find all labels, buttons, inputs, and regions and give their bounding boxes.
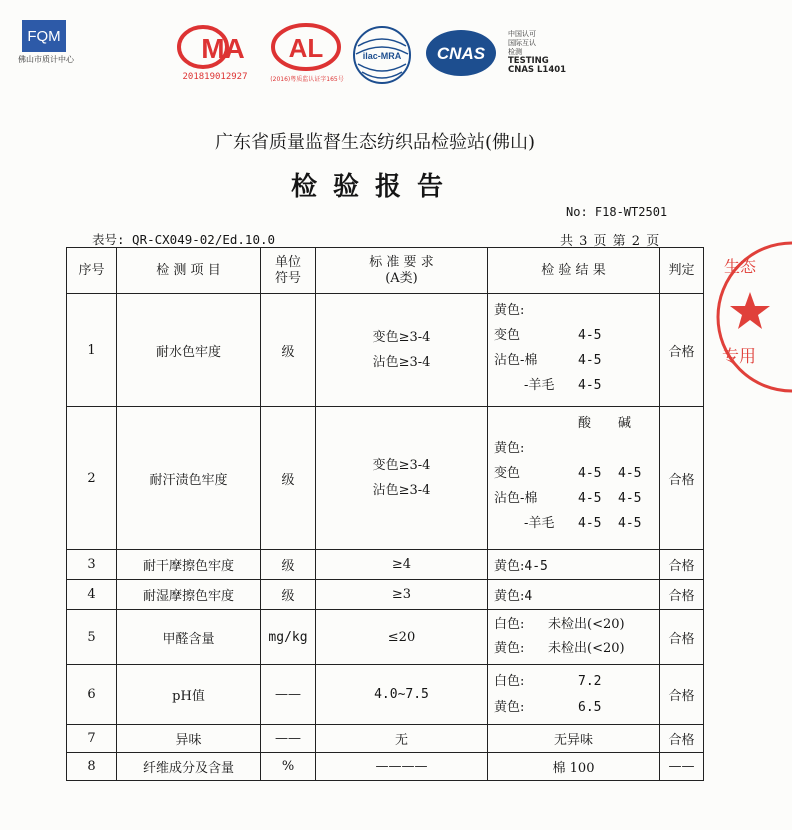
row-seq: 5 [67,610,117,665]
result-line [494,323,659,348]
row-seq: 8 [67,753,117,781]
row-standard: ———— [316,753,488,781]
row-standard: ≥3 [316,580,488,610]
row-result [488,550,660,580]
cnas-logo [424,28,498,78]
cnas-info-line: 国际互认 [508,39,536,47]
table-row [67,725,704,753]
result-value: 4-5 [524,559,548,574]
result-line [494,436,659,461]
result-line [494,348,659,373]
cal-number: (2016)粤质监认证字165号 [270,76,344,83]
result-value: 4-5 [618,491,642,506]
header-standard [316,248,488,294]
result-value: 7.2 [578,673,602,689]
result-value: 未检出(<20) [548,617,625,632]
header-unit-line: 单位 [274,254,301,270]
cal-logo-text: AL [288,33,324,63]
header-judge: 判定 [660,248,704,294]
result-line [494,695,659,721]
row-judge: —— [660,753,704,781]
header-unit-line: 符号 [274,270,301,286]
row-result [488,610,660,665]
cnas-info-line: TESTING [508,56,549,66]
table-header-row [67,248,704,294]
row-item: 耐干摩擦色牢度 [117,550,261,580]
row-judge: 合格 [660,580,704,610]
row-seq: 7 [67,725,117,753]
row-result [488,294,660,407]
cal-logo [268,22,344,72]
row-standard: 4.0~7.5 [316,665,488,725]
row-seq: 2 [67,407,117,550]
row-unit: —— [261,725,316,753]
header-standard-line: 标 准 要 求 [369,254,434,270]
official-stamp [712,232,792,402]
table-row [67,610,704,665]
std-line: 沾色≥3-4 [372,355,431,370]
report-title: 检验报告 [290,172,459,202]
cma-logo [173,22,257,72]
cma-number: 201819012927 [182,72,248,82]
row-seq: 1 [67,294,117,407]
row-item: 纤维成分及含量 [117,753,261,781]
std-line: 变色≥3-4 [372,458,431,473]
form-number: 表号: QR-CX049-02/Ed.10.0 [92,232,276,247]
cnas-logo-text: CNAS [436,44,486,63]
row-judge: 合格 [660,407,704,550]
ilac-logo-text: ilac-MRA [362,51,402,61]
table-row [67,665,704,725]
cma-logo-text: MA [201,33,245,64]
report-number: No: F18-WT2501 [566,205,668,219]
result-value: 4-5 [578,466,602,481]
row-item: pH值 [117,665,261,725]
row-item: 耐汗渍色牢度 [117,407,261,550]
row-unit: —— [261,665,316,725]
row-judge: 合格 [660,725,704,753]
row-item: 耐水色牢度 [117,294,261,407]
result-value: 4 [524,589,533,604]
table-row [67,580,704,610]
cnas-info-line: 检测 [508,48,522,56]
result-value: 4-5 [578,328,602,343]
row-unit: % [261,753,316,781]
row-judge: 合格 [660,550,704,580]
row-standard [316,294,488,407]
row-seq: 4 [67,580,117,610]
cnas-info [508,30,598,75]
header-standard-line: (A类) [385,270,418,286]
result-label: -羊毛 [524,516,555,531]
table-row [67,753,704,781]
result-label: 黄色: [494,441,525,456]
result-label: 黄色: [494,589,525,604]
ilac-mra-logo [350,24,414,86]
header-item: 检 测 项 目 [117,248,261,294]
result-label: 黄色: [494,303,525,318]
result-value: 4-5 [578,353,602,368]
result-label: 白色: [494,617,525,632]
stamp-text-bottom: 专用 [722,347,756,367]
row-item: 耐湿摩擦色牢度 [117,580,261,610]
result-label: 变色 [494,328,521,343]
table-row [67,550,704,580]
result-line [494,411,659,436]
result-col-alkali: 碱 [618,416,632,431]
result-value: 6.5 [578,699,602,715]
result-value: 4-5 [618,516,642,531]
row-unit: 级 [261,407,316,550]
result-line [494,613,659,637]
cnas-info-line: CNAS L1401 [508,65,567,75]
row-standard: ≤20 [316,610,488,665]
result-label: 沾色-棉 [494,491,538,506]
row-result [488,665,660,725]
result-label: 变色 [494,466,521,481]
result-line [494,373,659,398]
result-col-acid: 酸 [578,416,592,431]
result-value: 4-5 [578,491,602,506]
row-standard [316,407,488,550]
result-label: 沾色-棉 [494,353,538,368]
std-line: 变色≥3-4 [372,330,431,345]
row-result [488,580,660,610]
result-value: 未检出(<20) [548,641,625,656]
fqm-caption: 佛山市质计中心 [18,55,74,64]
result-label: 黄色: [494,641,525,656]
stamp-star-icon [730,292,770,329]
row-unit: mg/kg [261,610,316,665]
result-value: 4-5 [618,466,642,481]
inspection-table [66,247,704,781]
fqm-logo [22,20,66,52]
row-item: 异味 [117,725,261,753]
row-judge: 合格 [660,294,704,407]
result-line [494,511,659,536]
cnas-info-line: 中国认可 [508,30,536,38]
result-label: -羊毛 [524,378,555,393]
result-value: 4-5 [578,516,602,531]
row-item: 甲醛含量 [117,610,261,665]
row-seq: 6 [67,665,117,725]
row-result [488,407,660,550]
row-judge: 合格 [660,610,704,665]
row-result: 棉 100 [488,753,660,781]
result-line [494,298,659,323]
row-unit: 级 [261,294,316,407]
header-result: 检 验 结 果 [488,248,660,294]
page-info: 共 3 页 第 2 页 [560,234,661,249]
result-label: 黄色: [494,559,525,574]
row-standard: ≥4 [316,550,488,580]
header-unit [261,248,316,294]
organization-name: 广东省质量监督生态纺织品检验站(佛山) [214,132,536,153]
result-value: 4-5 [578,378,602,393]
std-line: 沾色≥3-4 [372,483,431,498]
row-standard: 无 [316,725,488,753]
result-line [494,669,659,695]
result-label: 白色: [494,673,525,689]
table-row [67,294,704,407]
result-line [494,637,659,661]
header-seq: 序号 [67,248,117,294]
table-row [67,407,704,550]
result-label: 黄色: [494,699,525,715]
result-line [494,461,659,486]
stamp-text-top: 生态 [724,257,757,276]
fqm-logo-text: FQM [27,28,61,45]
result-line [494,486,659,511]
row-unit: 级 [261,550,316,580]
row-unit: 级 [261,580,316,610]
row-seq: 3 [67,550,117,580]
row-judge: 合格 [660,665,704,725]
row-result: 无异味 [488,725,660,753]
